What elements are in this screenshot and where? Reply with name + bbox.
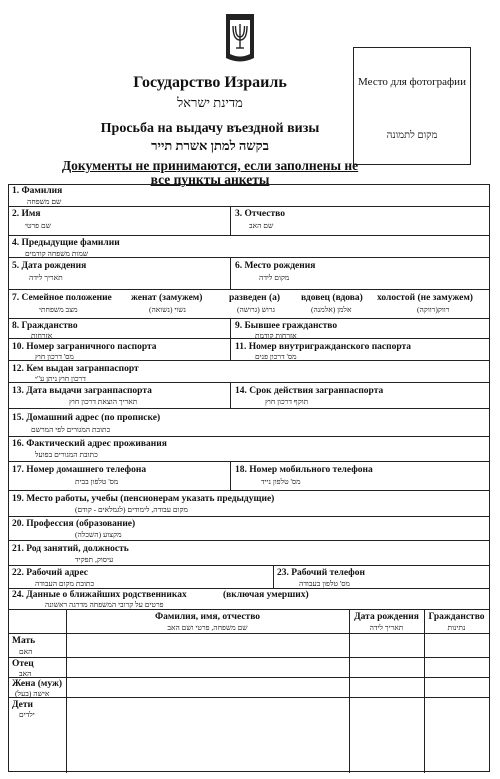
marital-option-widowed-he: אלמן (אלמנה) <box>311 305 352 314</box>
field-11-label: 11. Номер внутригражданского паспорта <box>235 342 412 352</box>
form-title-ru: Просьба на выдачу въездной визы <box>100 121 320 136</box>
field-22-sublabel: כתובת מקום העבודה <box>35 579 95 588</box>
relative-row-spouse[interactable] <box>66 677 489 697</box>
col-header-citizenship: Гражданство <box>428 612 485 622</box>
field-4-sublabel: שמות משפחה קודמים <box>25 249 89 258</box>
field-2-label: 2. Имя <box>12 209 41 219</box>
marital-option-married-he: נשוי (נשואה) <box>149 305 186 314</box>
visa-form <box>8 184 490 772</box>
field-17-sublabel: מס' טלפון בבית <box>75 477 119 486</box>
row-father-sublabel: האב <box>19 669 32 678</box>
marital-option-single-he: רווק(רווקה) <box>417 305 450 314</box>
relative-row-mother[interactable] <box>66 633 489 657</box>
marital-option-widowed[interactable]: вдовец (вдова) <box>301 293 363 303</box>
field-21-sublabel: עיסוק, תפקיד <box>75 555 114 564</box>
form-title-he: בקשה למתן אשרת תייר <box>151 138 269 153</box>
field-2-sublabel: שם פרטי <box>25 221 51 230</box>
field-22-label: 22. Рабочий адрес <box>12 568 88 578</box>
passport-issue-date-field[interactable] <box>9 382 230 408</box>
row-spouse-label: Жена (муж) <box>12 679 63 689</box>
citizenship-field[interactable] <box>9 318 230 338</box>
home-phone-field[interactable] <box>9 461 230 490</box>
field-3-label: 3. Отчество <box>235 209 285 219</box>
passport-expiry-field[interactable] <box>230 382 489 408</box>
field-3-sublabel: שם האב <box>249 221 274 230</box>
work-phone-field[interactable] <box>273 565 489 588</box>
workplace-field[interactable] <box>9 490 489 516</box>
field-15-sublabel: כתובת המגורים לפי המרשם <box>31 425 111 434</box>
field-16-sublabel: כתובת המגורים בפועל <box>35 450 98 459</box>
row-spouse-sublabel: אישה (בעל) <box>15 689 50 698</box>
field-15-label: 15. Домашний адрес (по прописке) <box>12 413 161 423</box>
field-14-label: 14. Срок действия загранпаспорта <box>235 386 384 396</box>
field-18-label: 18. Номер мобильного телефона <box>235 465 373 475</box>
warning-line-1: Документы не принимаются, если заполнены не <box>61 158 359 173</box>
actual-address-field[interactable] <box>9 436 489 461</box>
internal-passport-number-field[interactable] <box>230 338 489 360</box>
state-emblem-icon <box>222 10 258 66</box>
work-address-field[interactable] <box>9 565 273 588</box>
field-7-label: 7. Семейное положение <box>12 293 112 303</box>
field-1-sublabel: שם משפחה <box>27 197 62 206</box>
field-11-sublabel: מס' דרכון פנים <box>255 352 297 361</box>
field-10-label: 10. Номер заграничного паспорта <box>12 342 157 352</box>
field-18-sublabel: מס' טלפון נייד <box>261 477 301 486</box>
mobile-phone-field[interactable] <box>230 461 489 490</box>
photo-label-he: מקום לתמונה <box>386 130 438 141</box>
row-father-label: Отец <box>12 659 34 669</box>
row-children-label: Дети <box>12 700 34 710</box>
field-14-sublabel: תוקף דרכון חוץ <box>265 397 309 406</box>
field-10-sublabel: מס' דרכון חוץ <box>35 352 74 361</box>
field-23-sublabel: מס' טלפון בעבודה <box>299 579 350 588</box>
field-8-label: 8. Гражданство <box>12 321 78 331</box>
marital-option-married[interactable]: женат (замужем) <box>131 293 203 303</box>
field-9-sublabel: אזרחות קודמת <box>255 331 297 340</box>
profession-field[interactable] <box>9 516 489 540</box>
foreign-passport-number-field[interactable] <box>9 338 230 360</box>
field-19-label: 19. Место работы, учебы (пенсионерам указать предыдущие) <box>12 494 275 504</box>
relative-row-children[interactable] <box>66 697 489 771</box>
surname-field[interactable] <box>9 185 489 206</box>
field-8-sublabel: אזרחות <box>31 331 53 340</box>
birth-date-field[interactable] <box>9 257 230 289</box>
first-name-field[interactable] <box>9 206 230 235</box>
row-mother-sublabel: האם <box>19 647 33 656</box>
field-24-sublabel: פרטים על קרובי המשפחה מדרגה ראשונה <box>45 600 164 609</box>
field-6-label: 6. Место рождения <box>235 261 316 271</box>
field-23-label: 23. Рабочий телефон <box>277 568 365 578</box>
field-21-label: 21. Род занятий, должность <box>12 544 129 554</box>
marital-option-divorced[interactable]: разведен (а) <box>229 293 281 303</box>
col-header-dob: Дата рождения <box>354 612 419 622</box>
previous-surnames-field[interactable] <box>9 235 489 257</box>
field-24-label-extra: (включая умерших) <box>223 590 309 600</box>
row-children-sublabel: ילדים <box>19 710 35 719</box>
relative-row-father[interactable] <box>66 657 489 677</box>
col-header-citizenship-he: נתינות <box>447 623 466 632</box>
passport-issuer-field[interactable] <box>9 360 489 382</box>
occupation-field[interactable] <box>9 540 489 565</box>
col-header-name: Фамилия, имя, отчество <box>154 612 261 622</box>
field-13-label: 13. Дата выдачи загранпаспорта <box>12 386 152 396</box>
photo-placeholder <box>353 47 471 165</box>
registered-address-field[interactable] <box>9 408 489 436</box>
photo-label-ru: Место для фотографии <box>358 76 466 88</box>
field-19-sublabel: מקום עבודה, לימודים (לגמלאים - קודם) <box>75 505 188 514</box>
field-20-sublabel: מקצוע (השכלה) <box>75 530 122 539</box>
col-header-name-he: שם משפחה, פרטי ושם האב <box>167 623 248 632</box>
field-5-sublabel: תאריך לידה <box>29 273 63 282</box>
marital-option-single[interactable]: холостой (не замужем) <box>377 293 473 303</box>
field-17-label: 17. Номер домашнего телефона <box>12 465 147 475</box>
marital-option-divorced-he: גרוש (גרושה) <box>237 305 275 314</box>
field-6-sublabel: מקום לידה <box>259 273 290 282</box>
state-title-he: מדינת ישראל <box>177 95 243 110</box>
field-24-label: 24. Данные о ближайших родственниках <box>12 590 187 600</box>
field-9-label: 9. Бывшее гражданство <box>235 321 338 331</box>
warning-line-2: все пункты анкеты <box>150 172 270 187</box>
field-12-sublabel: דרכון חוץ ניתן ע"י <box>35 374 86 383</box>
field-13-sublabel: תאריך הוצאת דרכון חוץ <box>69 397 138 406</box>
state-title-ru: Государство Израиль <box>133 74 287 91</box>
col-header-dob-he: תאריך לידה <box>369 623 404 632</box>
field-5-label: 5. Дата рождения <box>12 261 87 271</box>
field-16-label: 16. Фактический адрес проживания <box>12 439 167 449</box>
row-mother-label: Мать <box>12 636 36 646</box>
field-7-sublabel: מצב משפחתי <box>39 305 78 314</box>
patronymic-field[interactable] <box>230 206 489 235</box>
field-1-label: 1. Фамилия <box>12 186 63 196</box>
birth-place-field[interactable] <box>230 257 489 289</box>
field-4-label: 4. Предыдущие фамилии <box>12 238 120 248</box>
field-12-label: 12. Кем выдан загранпаспорт <box>12 364 139 374</box>
field-20-label: 20. Профессия (образование) <box>12 519 136 529</box>
former-citizenship-field[interactable] <box>230 318 489 338</box>
